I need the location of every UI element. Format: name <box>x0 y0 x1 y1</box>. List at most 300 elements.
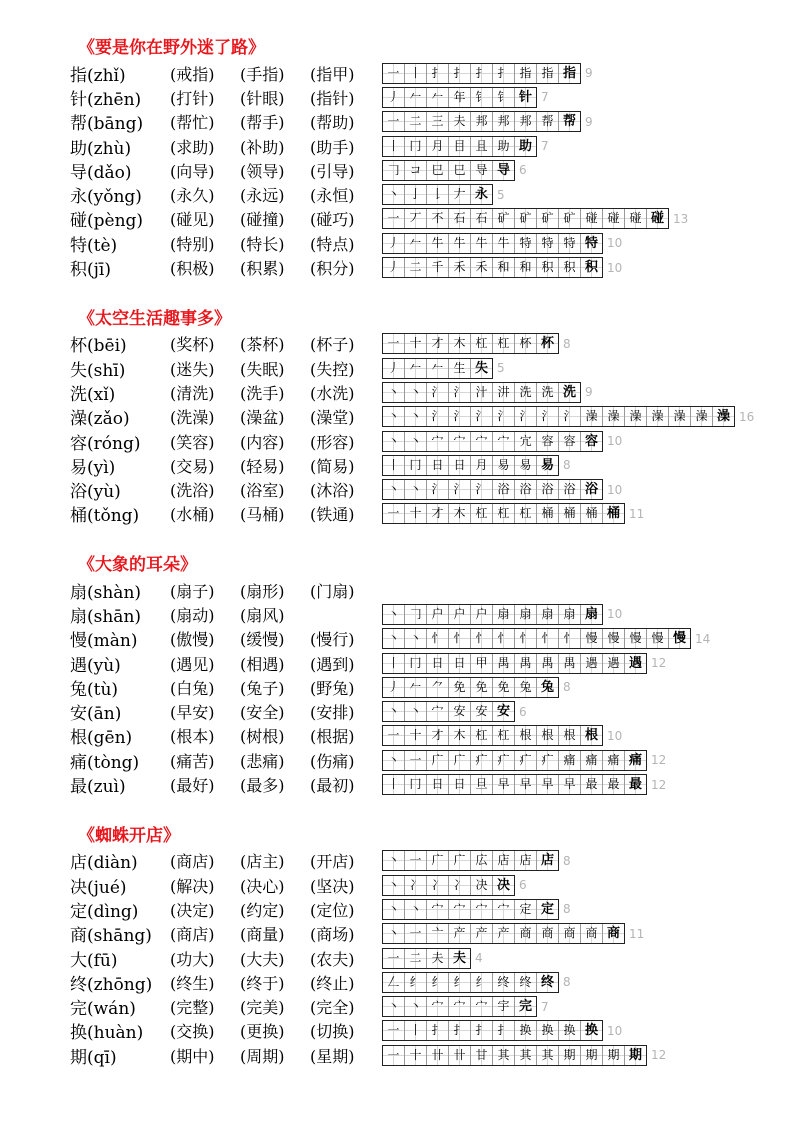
stroke-cell: 十 <box>404 334 426 353</box>
stroke-cell: 商 <box>558 924 580 943</box>
stroke-cell: 丶 <box>383 702 404 721</box>
stroke-cell: 户 <box>448 605 470 624</box>
vocabulary-word: (特长) <box>240 234 285 254</box>
stroke-cell: 纟 <box>470 973 492 992</box>
stroke-cell: 洗 <box>558 383 580 402</box>
stroke-cell: 不 <box>426 209 448 228</box>
stroke-order <box>382 628 710 649</box>
vocabulary-word: (特别) <box>170 234 215 254</box>
stroke-cell: 牛 <box>426 234 448 253</box>
stroke-cell: 积 <box>536 258 558 277</box>
stroke-grid <box>382 382 581 403</box>
stroke-cell: 积 <box>580 258 602 277</box>
stroke-count: 11 <box>629 506 645 521</box>
stroke-cell: 木 <box>448 726 470 745</box>
stroke-cell: 一 <box>383 334 404 353</box>
character-row <box>70 85 790 109</box>
stroke-cell: 一 <box>383 504 404 523</box>
stroke-cell: 期 <box>558 1046 580 1065</box>
stroke-count: 8 <box>563 975 571 990</box>
stroke-cell: 遇 <box>602 654 624 673</box>
stroke-grid <box>382 257 603 278</box>
vocabulary-word: (根本) <box>170 727 215 747</box>
character-with-pinyin: 根(gēn) <box>70 728 133 749</box>
stroke-grid <box>382 899 559 920</box>
vocabulary-word: (内容) <box>240 432 285 452</box>
stroke-cell: 氵 <box>448 480 470 499</box>
stroke-cell: 丶 <box>383 407 404 426</box>
stroke-cell: 疒 <box>492 751 514 770</box>
stroke-cell: 目 <box>448 137 470 156</box>
character-with-pinyin: 定(dìng) <box>70 901 139 922</box>
stroke-cell: 一 <box>383 112 404 131</box>
vocabulary-word: (铁通) <box>310 505 355 525</box>
vocabulary-word: (终于) <box>240 973 285 993</box>
stroke-cell: 期 <box>602 1046 624 1065</box>
vocabulary-word: (遇见) <box>170 654 215 674</box>
stroke-cell: 安 <box>492 702 514 721</box>
stroke-cell: 才 <box>426 334 448 353</box>
stroke-cell: 忄 <box>492 629 514 648</box>
stroke-cell: 广 <box>448 751 470 770</box>
stroke-cell: 指 <box>558 64 580 83</box>
stroke-cell: 亅 <box>404 185 426 204</box>
character-with-pinyin: 大(fū) <box>70 950 118 971</box>
character-row <box>70 849 790 873</box>
stroke-cell: 邦 <box>470 112 492 131</box>
stroke-cell: 氵 <box>514 407 536 426</box>
stroke-cell: 丶 <box>404 900 426 919</box>
stroke-order <box>382 503 644 524</box>
stroke-cell: 冫 <box>404 876 426 895</box>
stroke-cell: 石 <box>448 209 470 228</box>
stroke-cell: 碰 <box>580 209 602 228</box>
vocabulary-word: (永久) <box>170 186 215 206</box>
stroke-cell: 宀 <box>426 997 448 1016</box>
stroke-order <box>382 136 549 157</box>
vocabulary-word: (碰巧) <box>310 210 355 230</box>
vocabulary-word: (洗澡) <box>170 408 215 428</box>
stroke-order <box>382 725 622 746</box>
stroke-cell: 痛 <box>558 751 580 770</box>
character-row <box>70 158 790 182</box>
stroke-cell: 帮 <box>536 112 558 131</box>
character-with-pinyin: 针(zhēn) <box>70 89 142 110</box>
stroke-count: 7 <box>541 999 549 1014</box>
stroke-cell: 浴 <box>492 480 514 499</box>
lesson-section <box>70 36 790 280</box>
stroke-cell: 安 <box>470 702 492 721</box>
stroke-cell: 慢 <box>602 629 624 648</box>
stroke-cell: 澡 <box>580 407 602 426</box>
stroke-cell: 氵 <box>492 407 514 426</box>
stroke-grid <box>382 875 515 896</box>
character-with-pinyin: 碰(pèng) <box>70 211 144 232</box>
stroke-cell: 根 <box>536 726 558 745</box>
character-row <box>70 405 790 429</box>
stroke-cell: 禺 <box>514 654 536 673</box>
vocabulary-word: (打针) <box>170 88 215 108</box>
stroke-cell: 二 <box>404 258 426 277</box>
stroke-order <box>382 923 644 944</box>
vocabulary-word: (澡盆) <box>240 408 285 428</box>
stroke-cell: 巳 <box>448 161 470 180</box>
stroke-cell: 扇 <box>536 605 558 624</box>
lesson-title: 《太空生活趣事多》 <box>78 308 231 329</box>
stroke-cell: 疒 <box>470 751 492 770</box>
stroke-cell: 牛 <box>492 234 514 253</box>
stroke-cell: 卄 <box>426 1046 448 1065</box>
stroke-cell: 矿 <box>514 209 536 228</box>
stroke-cell: 终 <box>492 973 514 992</box>
vocabulary-word: (积分) <box>310 259 355 279</box>
character-with-pinyin: 指(zhǐ) <box>70 65 126 86</box>
stroke-count: 10 <box>607 728 623 743</box>
stroke-cell: 澡 <box>646 407 668 426</box>
vocabulary-word: (澡堂) <box>310 408 355 428</box>
vocabulary-word: (助手) <box>310 137 355 157</box>
character-with-pinyin: 最(zuì) <box>70 777 126 798</box>
stroke-cell: 商 <box>536 924 558 943</box>
stroke-count: 10 <box>607 434 623 448</box>
character-with-pinyin: 慢(màn) <box>70 631 138 652</box>
stroke-order <box>382 701 527 722</box>
stroke-cell: 助 <box>492 137 514 156</box>
stroke-cell: 纟 <box>448 973 470 992</box>
character-with-pinyin: 扇(shàn) <box>70 582 142 603</box>
vocabulary-word: (商场) <box>310 925 355 945</box>
stroke-cell: 早 <box>492 775 514 794</box>
stroke-cell: 且 <box>470 137 492 156</box>
stroke-cell: 和 <box>514 258 536 277</box>
vocabulary-word: (商量) <box>240 925 285 945</box>
stroke-cell: 邦 <box>514 112 536 131</box>
stroke-cell: 帮 <box>558 112 580 131</box>
stroke-order <box>382 111 593 132</box>
stroke-cell: 商 <box>514 924 536 943</box>
stroke-cell: 导 <box>470 161 492 180</box>
vocabulary-word: (扇形) <box>240 581 285 601</box>
stroke-cell: 月 <box>426 137 448 156</box>
vocabulary-word: (交换) <box>170 1022 215 1042</box>
vocabulary-word: (扇风) <box>240 605 285 625</box>
stroke-cell: 兔 <box>536 678 558 697</box>
stroke-order <box>382 604 622 625</box>
stroke-grid <box>382 996 537 1017</box>
stroke-cell: 宀 <box>448 997 470 1016</box>
stroke-count: 7 <box>541 90 549 105</box>
vocabulary-word: (帮助) <box>310 113 355 133</box>
vocabulary-word: (相遇) <box>240 654 285 674</box>
stroke-cell: 𠂉 <box>404 678 426 697</box>
stroke-count: 8 <box>563 853 571 868</box>
stroke-cell: 𠂉 <box>404 359 426 378</box>
stroke-cell: 扇 <box>492 605 514 624</box>
character-row <box>70 429 790 453</box>
stroke-cell: 𠂉 <box>426 88 448 107</box>
stroke-cell: 一 <box>383 949 404 968</box>
vocabulary-word: (痛苦) <box>170 751 215 771</box>
stroke-grid <box>382 233 603 254</box>
vocabulary-word: (碰见) <box>170 210 215 230</box>
stroke-cell: 疒 <box>536 751 558 770</box>
stroke-cell: 一 <box>383 1046 404 1065</box>
stroke-order <box>382 653 666 674</box>
stroke-cell: 纟 <box>404 973 426 992</box>
character-row <box>70 772 790 796</box>
stroke-cell: 杠 <box>470 726 492 745</box>
character-with-pinyin: 兔(tù) <box>70 679 119 700</box>
stroke-count: 10 <box>607 1023 623 1038</box>
vocabulary-word: (积极) <box>170 259 215 279</box>
stroke-cell: 氵 <box>470 407 492 426</box>
stroke-cell: 十 <box>404 504 426 523</box>
character-row <box>70 453 790 477</box>
stroke-cell: 定 <box>536 900 558 919</box>
stroke-cell: 丨 <box>383 456 404 475</box>
stroke-cell: 邦 <box>492 112 514 131</box>
stroke-cell: 扌 <box>448 64 470 83</box>
vocabulary-word: (水桶) <box>170 505 215 525</box>
vocabulary-word: (帮忙) <box>170 113 215 133</box>
stroke-cell: 兔 <box>514 678 536 697</box>
stroke-cell: 杯 <box>536 334 558 353</box>
stroke-cell: 宀 <box>492 432 514 451</box>
stroke-count: 16 <box>739 409 755 424</box>
stroke-order <box>382 257 622 278</box>
stroke-grid <box>382 653 647 674</box>
stroke-cell: 指 <box>536 64 558 83</box>
character-with-pinyin: 扇(shān) <box>70 607 142 627</box>
stroke-cell: 决 <box>492 876 514 895</box>
vocabulary-word: (最初) <box>310 776 355 796</box>
stroke-cell: 広 <box>470 851 492 870</box>
character-with-pinyin: 决(jué) <box>70 877 127 898</box>
stroke-cell: 丿 <box>383 234 404 253</box>
stroke-cell: 牛 <box>448 234 470 253</box>
character-row <box>70 700 790 724</box>
stroke-count: 8 <box>563 336 571 351</box>
stroke-order <box>382 750 666 771</box>
stroke-grid <box>382 750 647 771</box>
lesson-title: 《蜘蛛开店》 <box>78 825 180 846</box>
stroke-order <box>382 233 622 254</box>
character-row <box>70 627 790 651</box>
character-row <box>70 970 790 994</box>
stroke-cell: 碰 <box>646 209 668 228</box>
stroke-cell: 换 <box>536 1021 558 1040</box>
stroke-grid <box>382 948 471 969</box>
stroke-cell: 广 <box>448 851 470 870</box>
stroke-cell: 冂 <box>404 456 426 475</box>
stroke-cell: 导 <box>492 161 514 180</box>
stroke-cell: 丶 <box>404 997 426 1016</box>
character-row <box>70 1043 790 1067</box>
stroke-cell: 丶 <box>383 751 404 770</box>
stroke-cell: 碰 <box>624 209 646 228</box>
character-with-pinyin: 永(yǒng) <box>70 187 142 208</box>
stroke-cell: 丶 <box>383 924 404 943</box>
stroke-cell: 丿 <box>383 258 404 277</box>
vocabulary-word: (野兔) <box>310 678 355 698</box>
vocabulary-word: (浴室) <box>240 481 285 501</box>
stroke-cell: 𠃋 <box>383 973 404 992</box>
vocabulary-word: (迷失) <box>170 359 215 379</box>
stroke-cell: 杠 <box>492 334 514 353</box>
stroke-cell: 才 <box>426 726 448 745</box>
stroke-count: 4 <box>475 951 483 966</box>
stroke-cell: 宀 <box>470 900 492 919</box>
stroke-cell: 矿 <box>558 209 580 228</box>
stroke-grid <box>382 774 647 795</box>
vocabulary-word: (碰撞) <box>240 210 285 230</box>
stroke-cell: 换 <box>580 1021 602 1040</box>
character-with-pinyin: 痛(tòng) <box>70 752 140 773</box>
stroke-grid <box>382 136 537 157</box>
stroke-cell: 免 <box>492 678 514 697</box>
stroke-cell: 扌 <box>492 1021 514 1040</box>
stroke-cell: 澡 <box>602 407 624 426</box>
stroke-cell: ⺈ <box>426 678 448 697</box>
stroke-grid <box>382 160 515 181</box>
stroke-grid <box>382 358 493 379</box>
stroke-grid <box>382 503 625 524</box>
vocabulary-word: (扇动) <box>170 605 215 625</box>
stroke-cell: 特 <box>580 234 602 253</box>
vocabulary-word: (解决) <box>170 876 215 896</box>
stroke-cell: 最 <box>580 775 602 794</box>
stroke-order <box>382 358 505 379</box>
vocabulary-word: (指甲) <box>310 64 355 84</box>
character-row <box>70 748 790 772</box>
character-with-pinyin: 桶(tǒng) <box>70 506 140 527</box>
stroke-cell: 汫 <box>492 383 514 402</box>
stroke-cell: 其 <box>492 1046 514 1065</box>
stroke-cell: 宀 <box>470 432 492 451</box>
character-with-pinyin: 遇(yù) <box>70 655 121 676</box>
stroke-cell: 卄 <box>448 1046 470 1065</box>
stroke-order <box>382 431 622 452</box>
stroke-cell: 桶 <box>558 504 580 523</box>
stroke-cell: 早 <box>514 775 536 794</box>
stroke-cell: 甲 <box>470 654 492 673</box>
stroke-grid <box>382 850 559 871</box>
lesson-title: 《要是你在野外迷了路》 <box>78 38 265 58</box>
vocabulary-word: (商店) <box>170 925 215 945</box>
stroke-cell: 一 <box>383 726 404 745</box>
character-row <box>70 675 790 699</box>
stroke-cell: 钅 <box>492 88 514 107</box>
stroke-cell: 旦 <box>470 775 492 794</box>
stroke-cell: 丶 <box>383 997 404 1016</box>
stroke-cell: 禺 <box>558 654 580 673</box>
vocabulary-word: (马桶) <box>240 505 285 525</box>
stroke-grid <box>382 63 581 84</box>
stroke-cell: 浴 <box>536 480 558 499</box>
stroke-cell: 终 <box>514 973 536 992</box>
stroke-cell: 𠂇 <box>448 185 470 204</box>
stroke-order <box>382 996 549 1017</box>
stroke-cell: 澡 <box>712 407 734 426</box>
vocabulary-word: (积累) <box>240 259 285 279</box>
stroke-order <box>382 455 571 476</box>
stroke-cell: 扌 <box>426 1021 448 1040</box>
stroke-cell: 免 <box>448 678 470 697</box>
stroke-grid <box>382 479 603 500</box>
vocabulary-word: (奖杯) <box>170 335 215 355</box>
vocabulary-word: (更换) <box>240 1022 285 1042</box>
stroke-cell: 碰 <box>602 209 624 228</box>
vocabulary-word: (商店) <box>170 852 215 872</box>
character-row <box>70 995 790 1019</box>
stroke-cell: 丶 <box>383 605 404 624</box>
stroke-cell: 和 <box>492 258 514 277</box>
stroke-order <box>382 382 593 403</box>
stroke-count: 9 <box>585 66 593 81</box>
stroke-cell: 丶 <box>383 876 404 895</box>
stroke-cell: 年 <box>448 88 470 107</box>
stroke-cell: 丶 <box>383 480 404 499</box>
vocabulary-word: (指针) <box>310 88 355 108</box>
stroke-order <box>382 677 571 698</box>
stroke-cell: 丶 <box>404 383 426 402</box>
stroke-cell: 容 <box>558 432 580 451</box>
stroke-cell: 丶 <box>383 629 404 648</box>
vocabulary-word: (简易) <box>310 456 355 476</box>
stroke-cell: 杠 <box>470 504 492 523</box>
stroke-cell: 冂 <box>404 654 426 673</box>
stroke-cell: 扌 <box>470 1021 492 1040</box>
stroke-cell: 氵 <box>448 407 470 426</box>
stroke-order <box>382 87 549 108</box>
stroke-grid <box>382 87 537 108</box>
stroke-cell: 扇 <box>558 605 580 624</box>
stroke-cell: 失 <box>470 359 492 378</box>
stroke-cell: 商 <box>602 924 624 943</box>
stroke-count: 12 <box>651 777 667 792</box>
stroke-cell: 扌 <box>470 64 492 83</box>
stroke-cell: 早 <box>536 775 558 794</box>
stroke-cell: 巳 <box>426 161 448 180</box>
character-row <box>70 502 790 526</box>
stroke-cell: 氵 <box>426 383 448 402</box>
stroke-cell: 杠 <box>492 726 514 745</box>
stroke-grid <box>382 333 559 354</box>
stroke-cell: 日 <box>426 775 448 794</box>
vocabulary-word: (完整) <box>170 998 215 1018</box>
vocabulary-word: (终止) <box>310 973 355 993</box>
stroke-order <box>382 972 571 993</box>
stroke-cell: 忄 <box>558 629 580 648</box>
stroke-cell: 石 <box>470 209 492 228</box>
stroke-cell: 十 <box>404 726 426 745</box>
stroke-cell: 忄 <box>536 629 558 648</box>
stroke-cell: 丿 <box>383 88 404 107</box>
stroke-cell: 决 <box>470 876 492 895</box>
stroke-cell: 丶 <box>404 480 426 499</box>
stroke-count: 10 <box>607 236 623 251</box>
stroke-cell: 洗 <box>514 383 536 402</box>
stroke-cell: 根 <box>514 726 536 745</box>
stroke-cell: 宀 <box>448 900 470 919</box>
stroke-order <box>382 850 571 871</box>
stroke-cell: 扌 <box>448 1021 470 1040</box>
stroke-cell: 广 <box>426 751 448 770</box>
stroke-cell: 丆 <box>404 209 426 228</box>
stroke-cell: 丶 <box>404 629 426 648</box>
stroke-cell: 矿 <box>492 209 514 228</box>
stroke-count: 6 <box>519 878 527 893</box>
